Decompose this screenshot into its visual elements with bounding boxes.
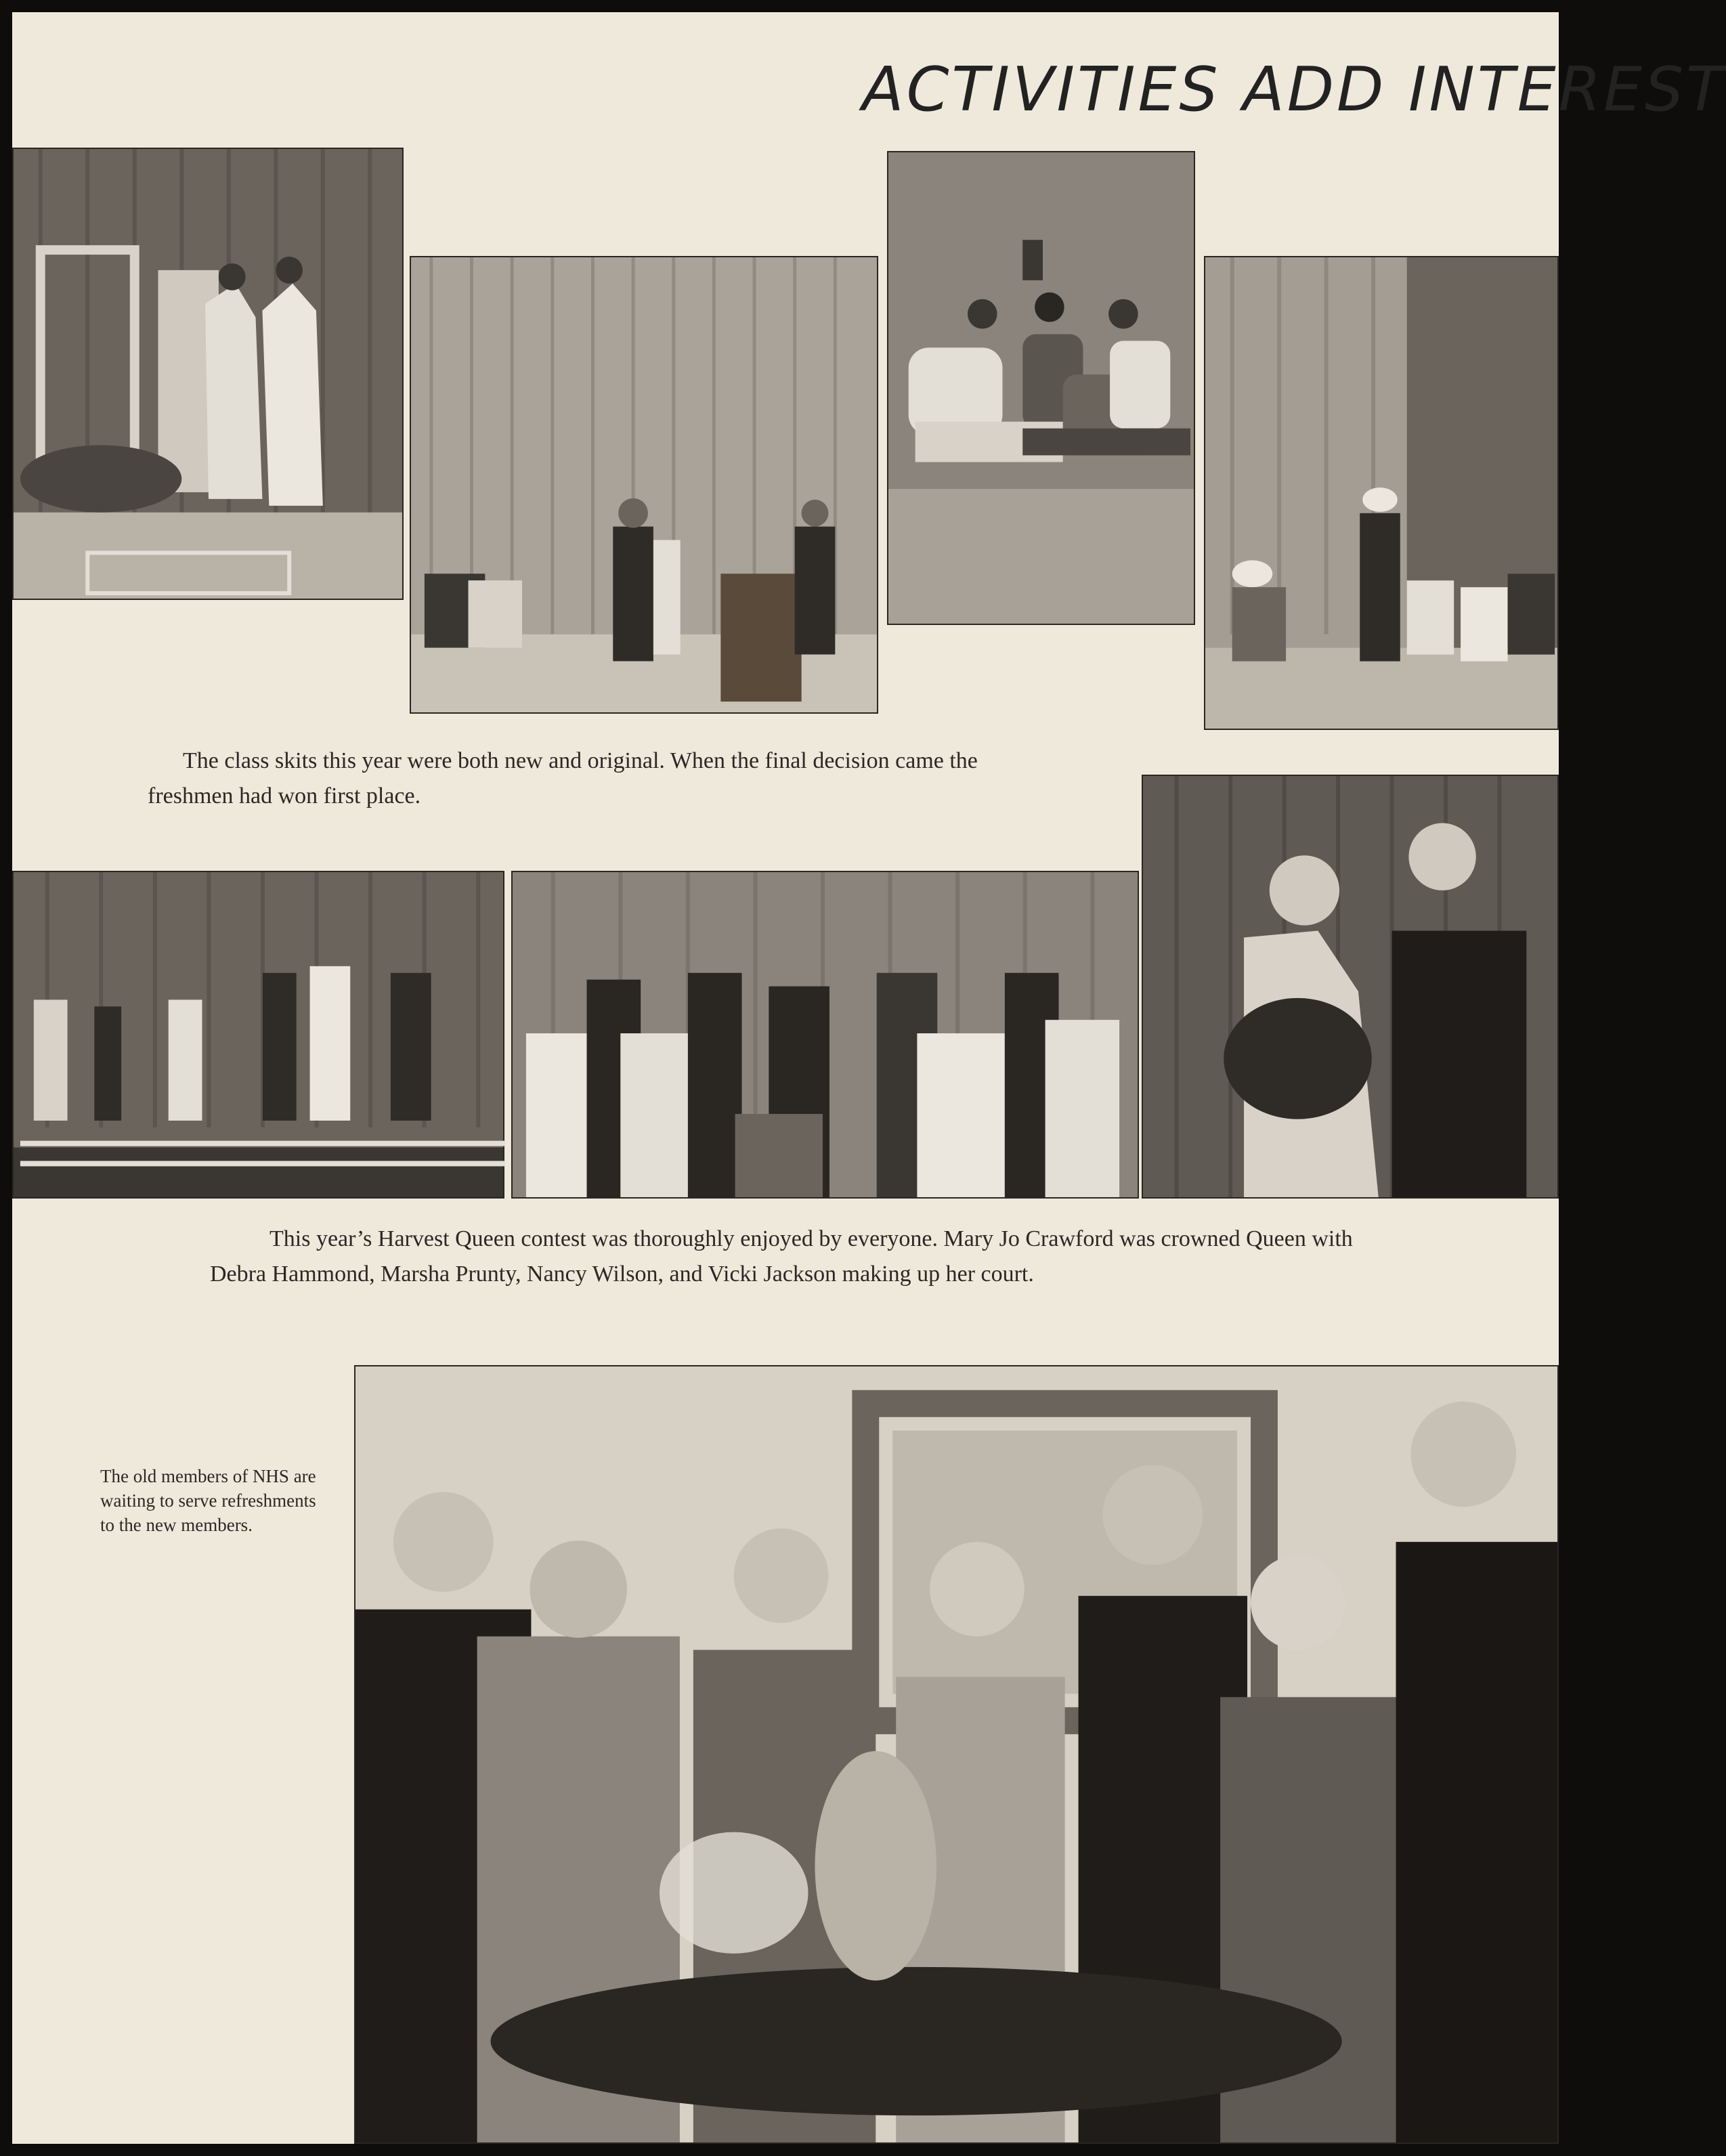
skit-photo-wedding — [410, 256, 878, 714]
skit-photo-football — [887, 151, 1195, 625]
skit-photo-throne — [12, 148, 404, 600]
nhs-caption: The old members of NHS are waiting to serve refreshments to the new members. — [100, 1466, 316, 1535]
class-skits-caption: The class skits this year were both new and original. When the final decision came the freshmen had won first place. — [148, 748, 978, 808]
yearbook-page — [12, 12, 1726, 2144]
harvest-photo-court — [511, 871, 1139, 1199]
page-title: ACTIVITIES ADD INTEREST — [862, 54, 1726, 125]
harvest-photo-queen — [1142, 775, 1559, 1199]
harvest-queen-caption: This year’s Harvest Queen contest was thoroughly enjoyed by everyone. Mary Jo Crawford was crowned Queen with Debra Hammond, Marsha Prunty, Nancy Wilson, and Vicki Jackson making up her court. — [210, 1226, 1353, 1287]
nhs-photo-refreshments — [354, 1365, 1559, 2144]
skit-photo-hardhats — [1204, 256, 1559, 730]
harvest-photo-stage — [12, 871, 504, 1199]
